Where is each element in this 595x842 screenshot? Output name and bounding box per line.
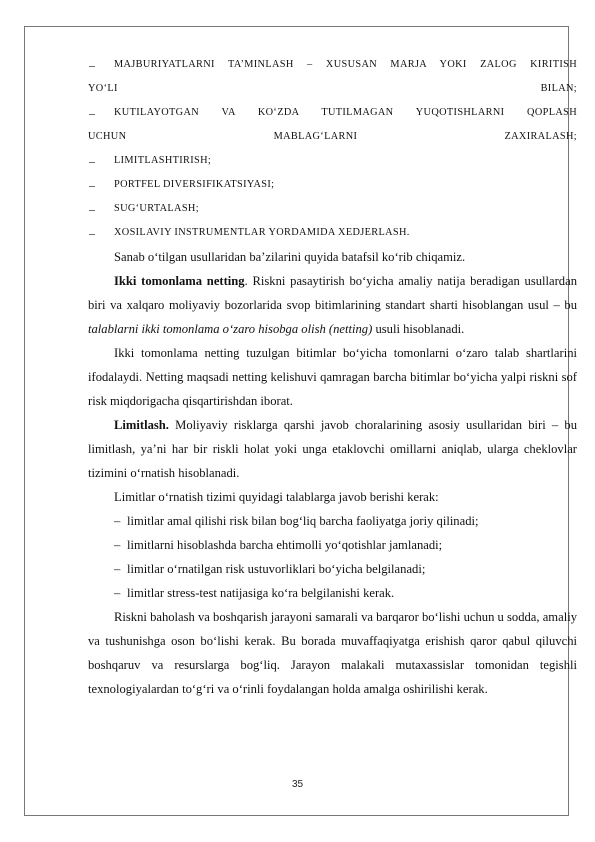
list-item	[88, 533, 577, 557]
term-limitlash: Limitlash.	[114, 418, 169, 432]
list-item-text: limitlar stress-test natijasiga ko‘ra belgilanishi kerak.	[127, 586, 395, 600]
paragraph-netting	[88, 269, 577, 341]
paragraph-conclusion: Riskni baholash va boshqarish jarayoni samarali va barqaror bo‘lishi uchun u sodda, amaliy va tushunishga oson bo‘lishi kerak. Bu borada muvaffaqiyatga erishish qaror qabul qiluvchi boshqaruv va resurslarga bog‘liq. Jarayon malakali mutaxassislar tomonidan tegishli texnologiyalardan to‘g‘ri va o‘rinli foydalangan holda amalga oshirilishi kerak.	[88, 610, 577, 696]
list-item-continuation: YO‘LI BILAN;	[88, 83, 577, 94]
list-item	[88, 197, 577, 221]
paragraph-netting-detail: Ikki tomonlama netting tuzulgan bitimlar bo‘yicha tomonlarni o‘zaro talab shartlarini ifodalaydi. Netting maqsadi netting kelishuvi qamragan barcha bitimlar bo‘yicha yalpi riskni sof risk miqdorigacha qisqartirishdan iborat.	[88, 346, 577, 408]
list-item	[88, 581, 577, 605]
list-item	[88, 149, 577, 173]
list-item-text: SUG‘URTALASH;	[114, 203, 199, 214]
list-dash: –	[114, 586, 121, 600]
list-item-text: XOSILAVIY INSTRUMENTLAR YORDAMIDA XEDJERLASH.	[114, 227, 410, 238]
list-dash: –	[89, 202, 96, 216]
list-item	[88, 53, 577, 101]
list-item	[88, 509, 577, 533]
list-dash: –	[89, 178, 96, 192]
paragraph-requirements: Limitlar o‘rnatish tizimi quyidagi talablarga javob berishi kerak:	[114, 490, 439, 504]
list-item-text: MAJBURIYATLARNI TA’MINLASH – XUSUSAN MARJA YOKI ZALOG KIRITISH	[114, 59, 577, 70]
list-item-text: PORTFEL DIVERSIFIKATSIYASI;	[114, 179, 275, 190]
paragraph-text: usuli hisoblanadi.	[372, 322, 465, 336]
term-netting: Ikki tomonlama netting	[114, 274, 245, 288]
list-item	[88, 221, 577, 245]
list-dash: –	[89, 106, 96, 120]
paragraph-text: Moliyaviy risklarga qarshi javob choralarining asosiy usullaridan biri – bu limitlash, ya’ni har bir riskli holat yoki unga etaklovchi omillarni aniqlab, ularga cheklovlar tizimini o‘rnatish hisoblanadi.	[88, 418, 577, 480]
list-item	[88, 173, 577, 197]
list-item-continuation: UCHUN MABLAG‘LARNI ZAXIRALASH;	[88, 131, 577, 142]
list-dash: –	[114, 562, 121, 576]
paragraph-text: . Riskni pasaytirish bo‘yicha amaliy natija beradigan usullardan biri va xalqaro moliyaviy bozorlarida svop bitimlarining standart sharti hisoblangan usul – bu	[88, 274, 577, 312]
list-dash: –	[114, 538, 121, 552]
list-dash: –	[89, 154, 96, 168]
paragraph-limitlash	[88, 413, 577, 485]
list-dash: –	[114, 514, 121, 528]
list-item-text: LIMITLASHTIRISH;	[114, 155, 212, 166]
document-page	[24, 26, 577, 816]
page-number: 35	[291, 779, 304, 790]
list-item-text: limitlarni hisoblashda barcha ehtimolli yo‘qotishlar jamlanadi;	[127, 538, 443, 552]
paragraph-intro: Sanab o‘tilgan usullaridan ba’zilarini quyida batafsil ko‘rib chiqamiz.	[114, 250, 466, 264]
page-content	[88, 53, 577, 701]
list-item-text: KUTILAYOTGAN VA KO‘ZDA TUTILMAGAN YUQOTISHLARNI QOPLASH	[114, 107, 577, 118]
list-item-text: limitlar amal qilishi risk bilan bog‘liq barcha faoliyatga joriy qilinadi;	[127, 514, 479, 528]
term-italic: talablarni ikki tomonlama o‘zaro hisobga olish (netting)	[88, 322, 373, 336]
list-item	[88, 101, 577, 149]
list-item	[88, 557, 577, 581]
list-dash: –	[89, 226, 96, 240]
list-item-text: limitlar o‘rnatilgan risk ustuvorliklari bo‘yicha belgilanadi;	[127, 562, 426, 576]
list-dash: –	[89, 58, 96, 72]
